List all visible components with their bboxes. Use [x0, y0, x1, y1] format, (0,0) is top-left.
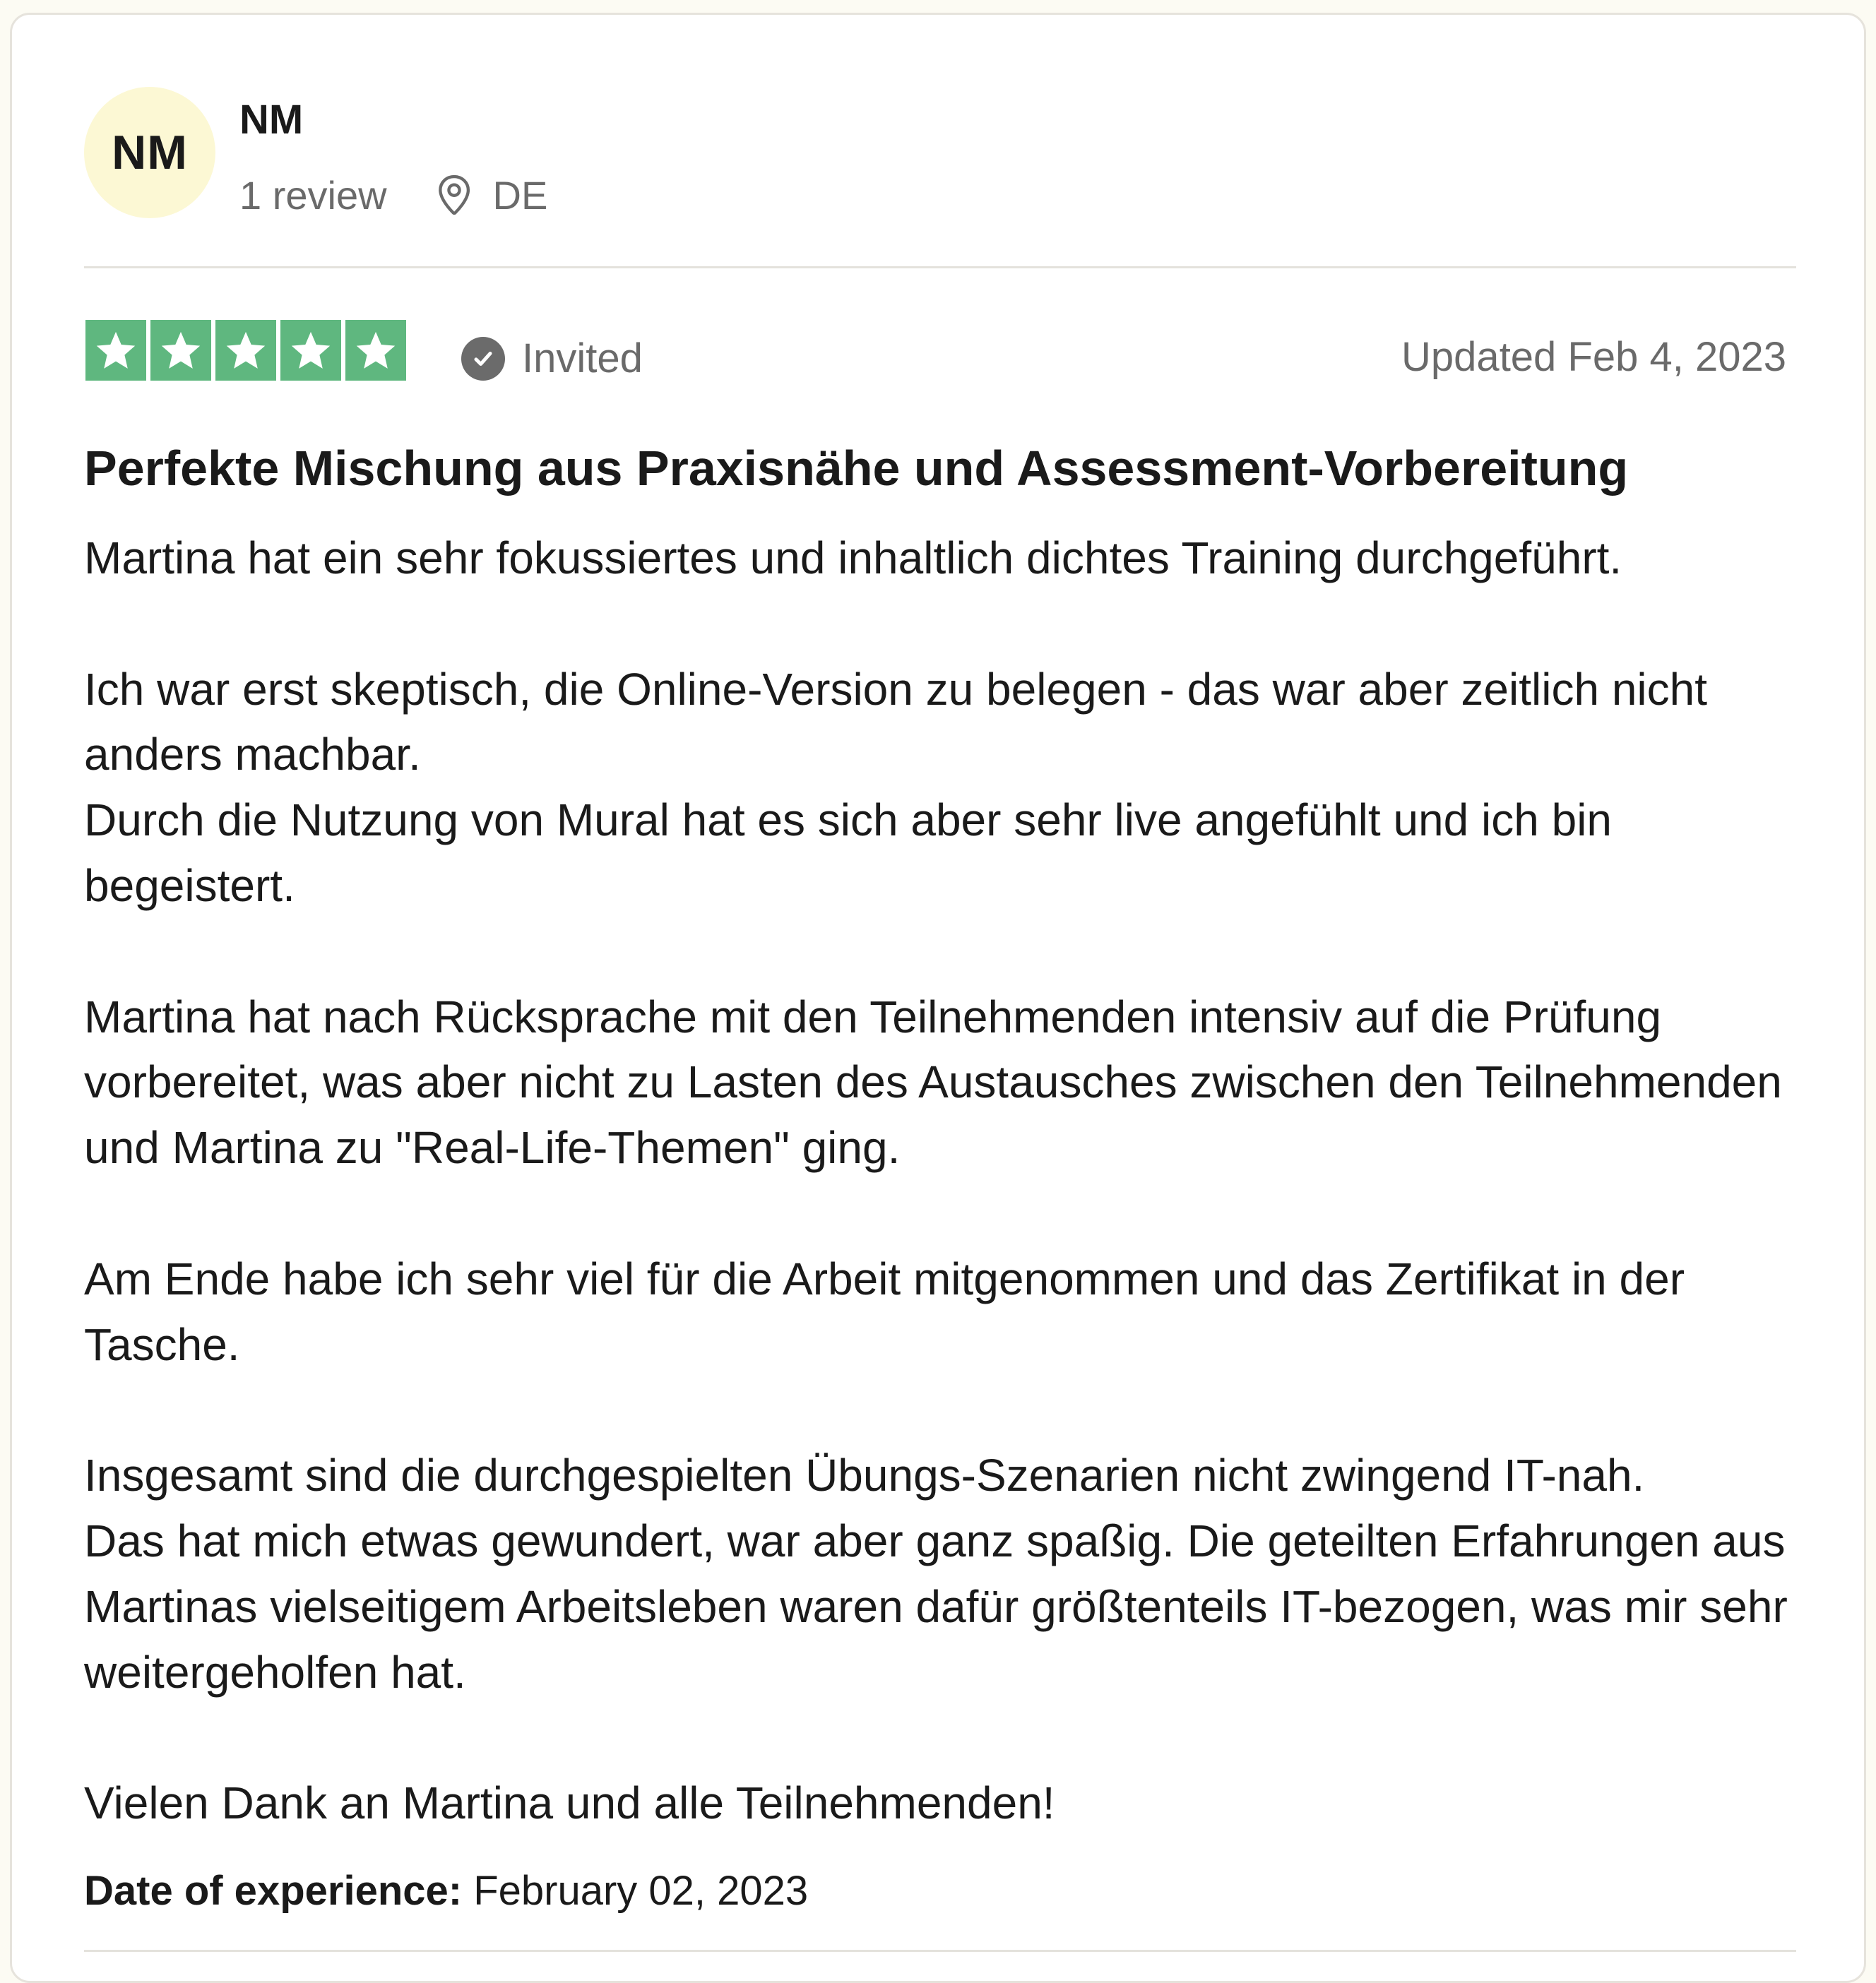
star-icon — [215, 320, 276, 381]
review-paragraph: Insgesamt sind die durchgespielten Übungs-Szenarien nicht zwingend IT-nah. Das hat mich etwas gewundert, war aber ganz spaßig. Die geteilten Erfahrungen aus Martinas vielseitigem Arbeitsleben waren dafür größtenteils IT-bezogen, was mir sehr weitergeholfen hat. — [84, 1450, 1788, 1698]
experience-label: Date of experience: — [84, 1868, 463, 1914]
review-paragraph: Am Ende habe ich sehr viel für die Arbeit mitgenommen und das Zertifikat in der Tasche. — [84, 1253, 1685, 1370]
review-paragraph: Martina hat nach Rücksprache mit den Teilnehmenden intensiv auf die Prüfung vorbereitet, was aber nicht zu Lasten des Austausches zwischen den Teilnehmenden und Martina zu "Real-Life-Themen" ging. — [84, 991, 1782, 1174]
experience-date: February 02, 2023 — [473, 1868, 809, 1914]
star-icon — [85, 320, 146, 381]
check-circle-icon — [461, 337, 505, 381]
review-paragraph: Martina hat ein sehr fokussiertes und inhaltlich dichtes Training durchgeführt. — [84, 532, 1622, 583]
avatar[interactable] — [84, 87, 215, 218]
updated-date: Updated Feb 4, 2023 — [1401, 334, 1786, 380]
consumer-name[interactable]: NM — [239, 97, 304, 143]
avatar-initials: NM — [112, 126, 188, 179]
invited-label: Invited — [522, 335, 643, 381]
review-count: 1 review — [239, 173, 387, 218]
review-paragraph: Ich war erst skeptisch, die Online-Version zu belegen - das war aber zeitlich nicht anders machbar. Durch die Nutzung von Mural hat es sich aber sehr live angefühlt und ich bin begeistert. — [84, 663, 1707, 911]
review-paragraph: Vielen Dank an Martina und alle Teilnehmenden! — [84, 1777, 1055, 1829]
location-pin-icon — [434, 173, 475, 218]
header-divider — [84, 266, 1796, 268]
star-icon — [345, 320, 406, 381]
review-title[interactable]: Perfekte Mischung aus Praxisnähe und Assessment-Vorbereitung — [84, 441, 1629, 496]
star-rating — [85, 320, 406, 381]
consumer-country: DE — [492, 173, 548, 218]
star-icon — [150, 320, 211, 381]
invited-badge[interactable] — [461, 337, 643, 381]
star-icon — [280, 320, 341, 381]
review-card — [10, 13, 1866, 1983]
review-body — [84, 525, 1807, 1836]
date-of-experience — [84, 1866, 808, 1916]
consumer-meta — [239, 173, 547, 218]
footer-divider — [84, 1950, 1796, 1952]
